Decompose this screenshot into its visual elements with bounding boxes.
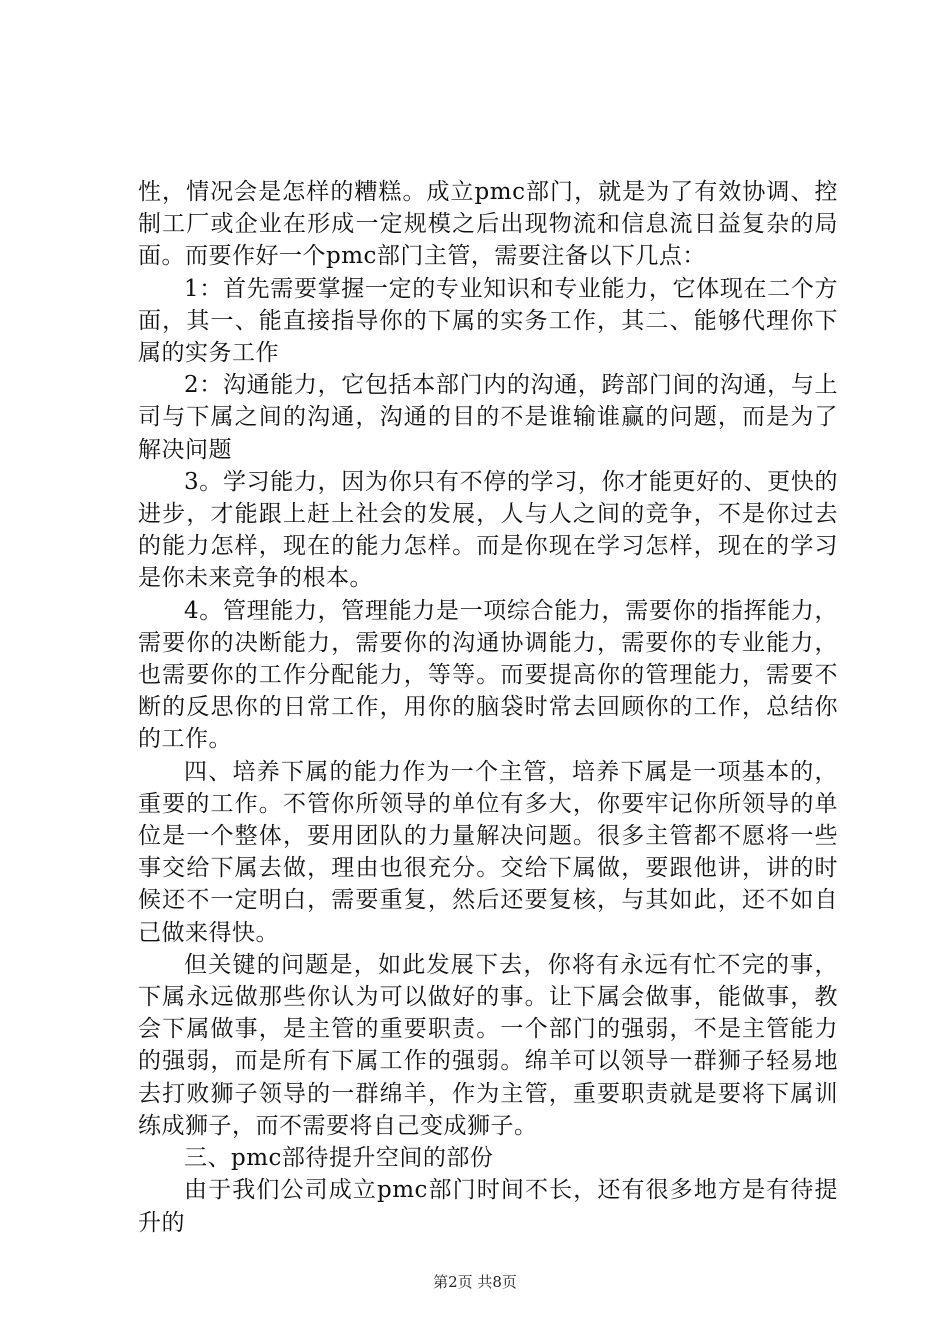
paragraph-point-4: 4。管理能力，管理能力是一项综合能力，需要你的指挥能力，需要你的决断能力，需要你的沟通协调能力，需要你的专业能力，也需要你的工作分配能力，等等。而要提高你的管理能力，需要不断的反思你的日常工作，用你的脑袋时常去回顾你的工作，总结你的工作。 (138, 597, 838, 753)
page-number-footer: 第2页 共8页 (433, 1273, 517, 1291)
section-heading: 三、pmc部待提升空间的部份 (184, 1145, 494, 1172)
document-body (138, 176, 838, 1239)
paragraph-section-4: 四、培养下属的能力作为一个主管，培养下属是一项基本的，重要的工作。不管你所领导的单位有多大，你要牢记你所领导的单位是一个整体，要用团队的力量解决问题。很多主管都不愿将一些事交给下属去做，理由也很充分。交给下属做，要跟他讲，讲的时候还不一定明白，需要重复，然后还要复核，与其如此，还不如自己做来得快。 (138, 758, 838, 946)
paragraph-closing: 由于我们公司成立pmc部门时间不长，还有很多地方是有待提升的 (138, 1177, 838, 1236)
paragraph-intro: 性，情况会是怎样的糟糕。成立pmc部门，就是为了有效协调、控制工厂或企业在形成一定规模之后出现物流和信息流日益复杂的局面。而要作好一个pmc部门主管，需要注备以下几点： (138, 179, 838, 270)
paragraph-key-issue: 但关键的问题是，如此发展下去，你将有永远有忙不完的事，下属永远做那些你认为可以做好的事。让下属会做事，能做事，教会下属做事，是主管的重要职责。一个部门的强弱，不是主管能力的强弱，而是所有下属工作的强弱。绵羊可以领导一群狮子轻易地去打败狮子领导的一群绵羊，作为主管，重要职责就是要将下属训练成狮子，而不需要将自己变成狮子。 (138, 951, 838, 1139)
paragraph-point-3: 3。学习能力，因为你只有不停的学习，你才能更好的、更快的进步，才能跟上赶上社会的发展，人与人之间的竞争，不是你过去的能力怎样，现在的能力怎样。而是你现在学习怎样，现在的学习是你未来竞争的根本。 (138, 468, 838, 592)
paragraph-point-1: 1：首先需要掌握一定的专业知识和专业能力，它体现在二个方面，其一、能直接指导你的下属的实务工作，其二、能够代理你下属的实务工作 (138, 275, 838, 367)
paragraph-point-2: 2：沟通能力，它包括本部门内的沟通，跨部门间的沟通，与上司与下属之间的沟通，沟通的目的不是谁输谁赢的问题，而是为了解决问题 (138, 372, 838, 463)
